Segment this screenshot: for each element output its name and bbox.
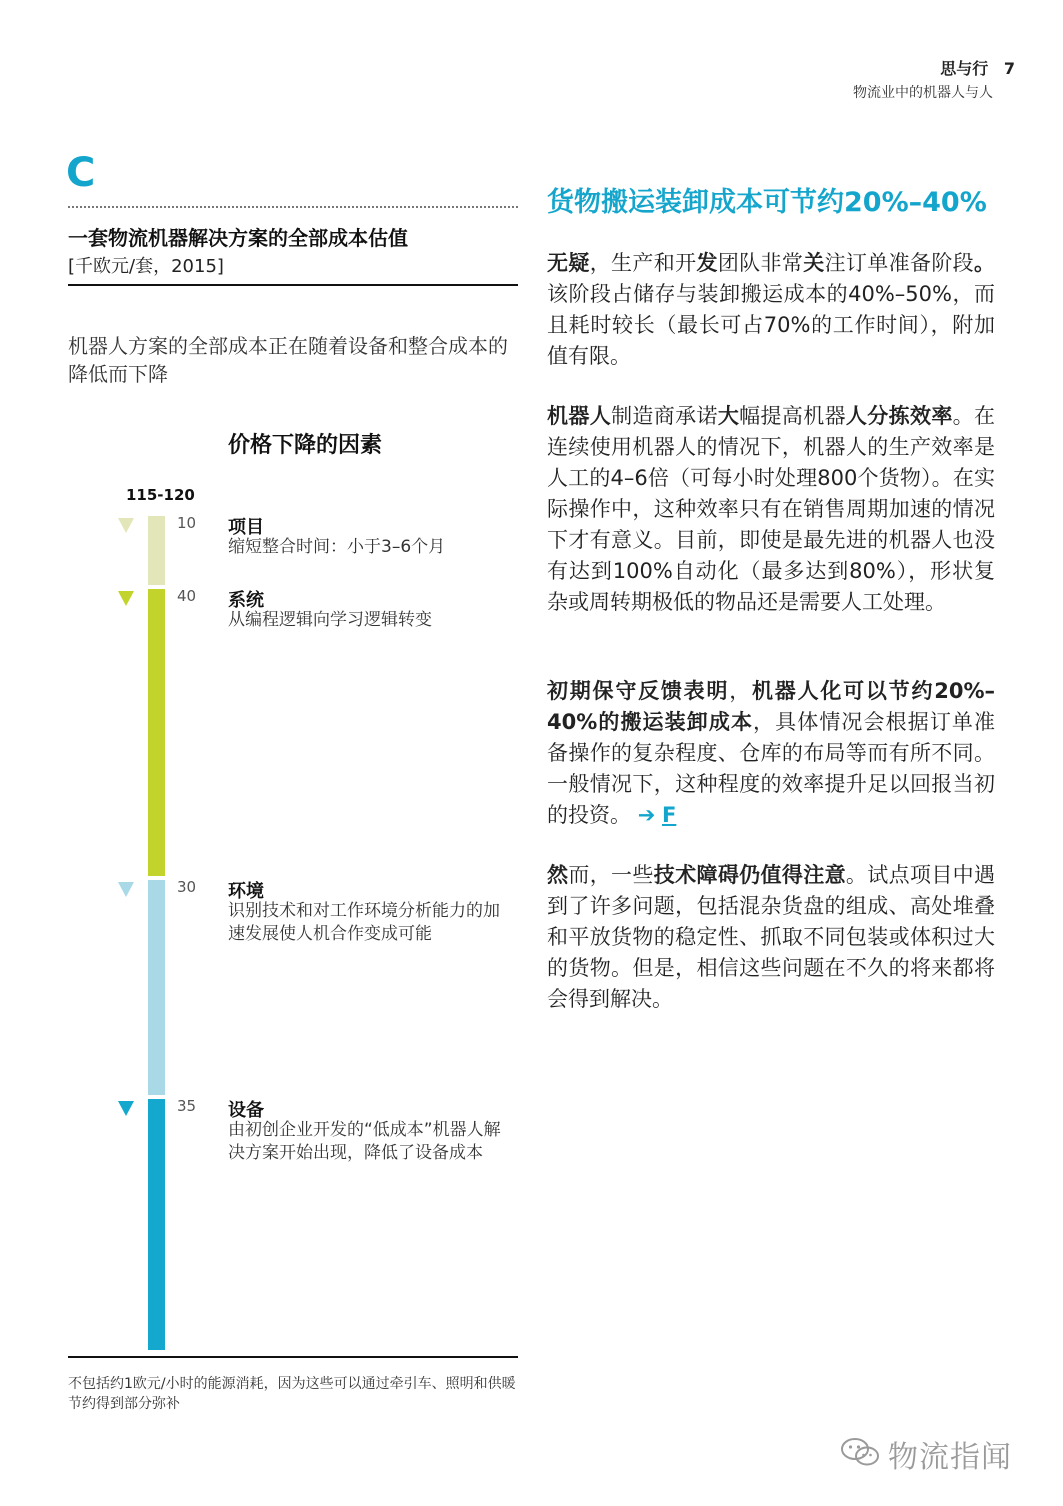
section-title: 思与行 [940,59,989,78]
segment-category-label: 系统 [228,589,264,611]
wechat-icon [840,1436,880,1468]
triangle-down-icon [118,1101,134,1116]
article-paragraph-1: 无疑，生产和开发团队非常关注订单准备阶段。该阶段占储存与装卸搬运成本的40%–50%，而且耗时较长（最长可占70%的工作时间），附加值有限。 [547,251,996,368]
dotted-divider [68,206,518,208]
bar-segment [148,589,165,876]
bar-segment [148,1099,165,1350]
exhibit-letter: C [66,150,96,196]
exhibit-unit: [千欧元/套，2015] [68,256,224,277]
page-number: 7 [1003,59,1015,78]
segment-description: 由初创企业开发的“低成本”机器人解决方案开始出现，降低了设备成本 [228,1119,501,1163]
article-paragraph-4: 然而，一些技术障碍仍值得注意。试点项目中遇到了许多问题，包括混杂货盘的组成、高处堆叠和平放货物的稳定性、抓取不同包装或体积过大的货物。但是，相信这些问题在不久的将来都将会得到解决。 [547,863,996,1011]
watermark-text: 物流指闻 [888,1440,1012,1475]
segment-value-label: 35 [177,1096,197,1115]
segment-description: 识别技术和对工作环境分析能力的加速发展使人机合作变成可能 [228,901,500,945]
footnote: 不包括约1欧元/小时的能源消耗，因为这些可以通过牵引车、照明和供暖节约得到部分弥补 [68,1376,516,1412]
triangle-down-icon [118,591,134,606]
article-paragraph-2: 机器人制造商承诺大幅提高机器人分拣效率。在连续使用机器人的情况下，机器人的生产效率是人工的4–6倍（可每小时处理800个货物）。在实际操作中，这种效率只有在销售周期加速的情况下才有意义。目前，即使是最先进的机器人也没有达到100%自动化（最多达到80%），形状复杂或周转期极低的物品还是需要人工处理。 [547,404,996,614]
triangle-down-icon [118,882,134,897]
exhibit-lead-text: 机器人方案的全部成本正在随着设备和整合成本的降低而下降 [68,334,508,386]
article-heading: 货物搬运装卸成本可节约20%–40% [547,187,987,218]
segment-category-label: 设备 [228,1099,264,1121]
segment-value-label: 40 [177,586,197,605]
exhibit-title: 一套物流机器解决方案的全部成本估值 [68,226,408,250]
article-paragraph-3: 初期保守反馈表明，机器人化可以节约20%–40%的搬运装卸成本，具体情况会根据订单准备操作的复杂程度、仓库的布局等而有所不同。一般情况下，这种程度的效率提升足以回报当初的投资。 ➔ F [547,679,996,827]
arrow-right-icon: ➔ [637,803,656,827]
segment-description: 缩短整合时间：小于3–6个月 [228,537,446,557]
segment-value-label: 30 [177,878,197,897]
chart-heading: 价格下降的因素 [228,433,383,458]
section-header [940,56,1015,79]
triangle-down-icon [118,518,134,533]
bar-segment [148,880,165,1095]
bar-segment [148,516,165,585]
chart-total-label: 115-120 [126,486,195,504]
title-divider [68,284,518,286]
footnote-divider [68,1356,518,1358]
segment-description: 从编程逻辑向学习逻辑转变 [228,609,432,630]
segment-value-label: 10 [177,514,197,532]
segment-category-label: 项目 [228,517,264,538]
exhibit-f-link[interactable]: F [661,803,677,827]
section-subtitle: 物流业中的机器人与人 [853,85,993,101]
segment-category-label: 环境 [228,881,264,903]
